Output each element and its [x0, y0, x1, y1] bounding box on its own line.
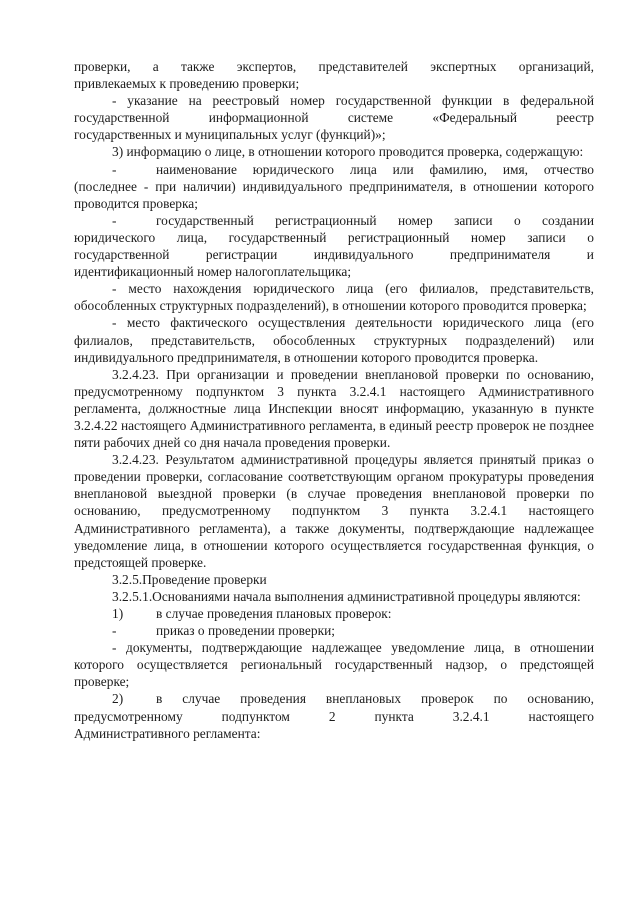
word: и [586, 247, 594, 263]
list-item-1-sub [74, 622, 594, 639]
bullet-ogrn [74, 212, 594, 229]
word: системе [347, 110, 394, 126]
word: реестр [556, 110, 594, 126]
list-marker: - [112, 623, 117, 639]
word: государственной [74, 110, 170, 126]
paragraph-3-2-5-1: 3.2.5.1.Основаниями начала выполнения административной процедуры являются: [112, 588, 581, 604]
list-item-2-line3: Административного регламента: [74, 725, 261, 741]
list-item-text: в случае проведения внеплановых проверок по основанию, [156, 691, 594, 707]
bullet-marker: - [112, 161, 117, 177]
paragraph-registry-line3: государственных и муниципальных услуг (функций)»; [74, 127, 386, 143]
text-line: проверки, а также экспертов, представителей экспертных организаций, [74, 59, 594, 74]
heading-3-2-5: 3.2.5.Проведение проверки [112, 571, 267, 587]
bullet-text: наименование юридического лица или фамилию, имя, отчество [156, 161, 594, 177]
list-item-text: приказ о проведении проверки; [156, 623, 335, 639]
word: предпринимателя [449, 247, 551, 263]
bullet-ogrn-line4: идентификационный номер налогоплательщика; [74, 264, 352, 280]
list-item-2 [74, 690, 594, 707]
paragraph-registry-line2 [74, 109, 594, 126]
list-item-1 [74, 605, 594, 622]
list-marker: 1) [112, 606, 124, 621]
bullet-text: государственный регистрационный номер записи о создании [156, 212, 594, 228]
text-line: привлекаемых к проведению проверки; [74, 76, 300, 92]
paragraph-location: - место нахождения юридического лица (его филиалов, представительств, обособленных структурных подразделений), в отношении которого проводится проверка; [74, 281, 594, 314]
paragraph-actual-activity: - место фактического осуществления деятельности юридического лица (его филиалов, представительств, обособленных структурных подразделений) или индивидуального предпринимателя, в отношении которого проводится проверка. [74, 315, 594, 365]
paragraph-3-2-4-23-a: 3.2.4.23. При организации и проведении внеплановой проверки по основанию, предусмотренному подпунктом 3 пункта 3.2.4.1 настоящего Административного регламента, должностные лица Инспекции вносят информацию, указанную в пункте 3.2.4.22 настоящего Административного регламента, в единый реестр проверок не позднее пяти рабочих дней со дня начала проведения проверки. [74, 366, 594, 451]
bullet-ogrn-line3 [74, 246, 594, 263]
document-body [74, 58, 594, 742]
bullet-name [74, 161, 594, 178]
word: предусмотренному [74, 708, 183, 724]
paragraph-info-person: 3) информацию о лице, в отношении которого проводится проверка, содержащую: [112, 144, 584, 160]
list-marker: 2) [112, 691, 124, 707]
bullet-ogrn-line2: юридического лица, государственный регистрационный номер записи о [74, 229, 594, 245]
list-item-text: в случае проведения плановых проверок: [156, 606, 392, 621]
paragraph-3-2-4-23-b: 3.2.4.23. Результатом административной процедуры является принятый приказ о проведении проверки, согласование соответствующим органом прокуратуры проведения внеплановой выездной проверки (в случае проведения внеплановой проверки по основанию, предусмотренному подпунктом 3 пункта 3.2.4.1 настоящего Административного регламента), а также документы, подтверждающие надлежащее уведомление лица, в отношении которого осуществляется государственная функция, о предстоящей проверке. [74, 452, 594, 570]
word: настоящего [528, 708, 594, 724]
paragraph-documents: - документы, подтверждающие надлежащее уведомление лица, в отношении которого осуществляется региональный государственный надзор, о предстоящей проверке; [74, 640, 594, 690]
word: пункта [374, 708, 414, 724]
word: информационной [208, 110, 309, 126]
word: регистрации [205, 247, 278, 263]
word: подпунктом [221, 708, 290, 724]
word: «Федеральный [432, 110, 518, 126]
word: индивидуального [313, 247, 414, 263]
word: 2 [328, 708, 336, 724]
list-item-2-line2 [74, 708, 594, 725]
bullet-name-continuation: (последнее - при наличии) индивидуального предпринимателя, в отношении которого проводится проверка; [74, 178, 594, 211]
paragraph-registry-number: - указание на реестровый номер государственной функции в федеральной [112, 93, 594, 109]
word: государственной [74, 247, 170, 263]
word: 3.2.4.1 [452, 708, 490, 724]
bullet-marker: - [112, 212, 117, 228]
